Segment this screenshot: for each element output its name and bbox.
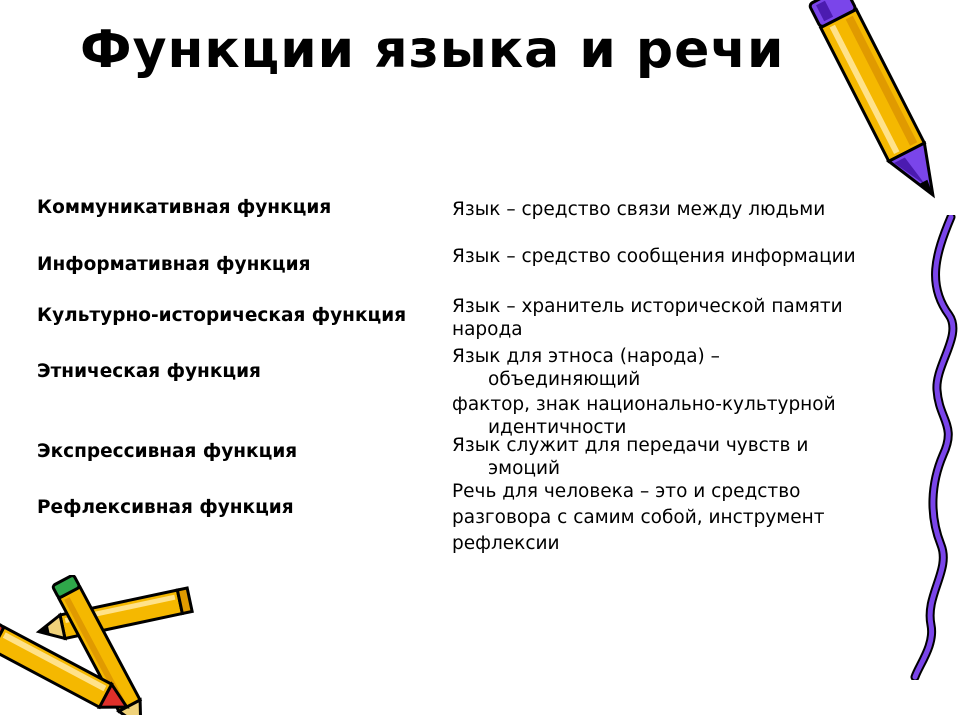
description-line: Язык для этноса (народа) – [452,346,720,367]
description-line: Речь для человека – это и средство [452,481,801,502]
function-communicative: Коммуникативная функция [37,197,332,218]
description-ethnic [452,345,892,439]
function-expressive: Экспрессивная функция [37,441,298,462]
zigzag-line-icon [905,215,960,680]
description-line: эмоций [488,458,561,479]
description-line: Язык – хранитель исторической памяти [452,296,843,317]
description-reflexive [452,479,892,557]
function-informative: Информативная функция [37,254,311,275]
description-line: Язык служит для передачи чувств и [452,435,809,456]
pencil-icon [795,0,960,240]
description-line: фактор, знак национально-культурной [452,394,836,415]
description-informative [452,245,892,268]
description-line: рефлексии [452,533,560,554]
function-reflexive: Рефлексивная функция [37,497,294,518]
description-line: идентичности [488,417,627,438]
description-cultural-historical [452,295,892,341]
description-line: Язык – средство связи между людьми [452,199,826,220]
description-expressive [452,434,892,480]
description-line: разговора с самим собой, инструмент [452,507,825,528]
description-line: Язык – средство сообщения информации [452,246,856,267]
description-line: народа [452,319,523,340]
function-ethnic: Этническая функция [37,361,261,382]
function-cultural-historical: Культурно-историческая функция [37,305,407,326]
crossed-pencils-icon [0,575,200,715]
description-line: объединяющий [488,369,641,390]
slide-title: Функции языка и речи [80,20,785,80]
